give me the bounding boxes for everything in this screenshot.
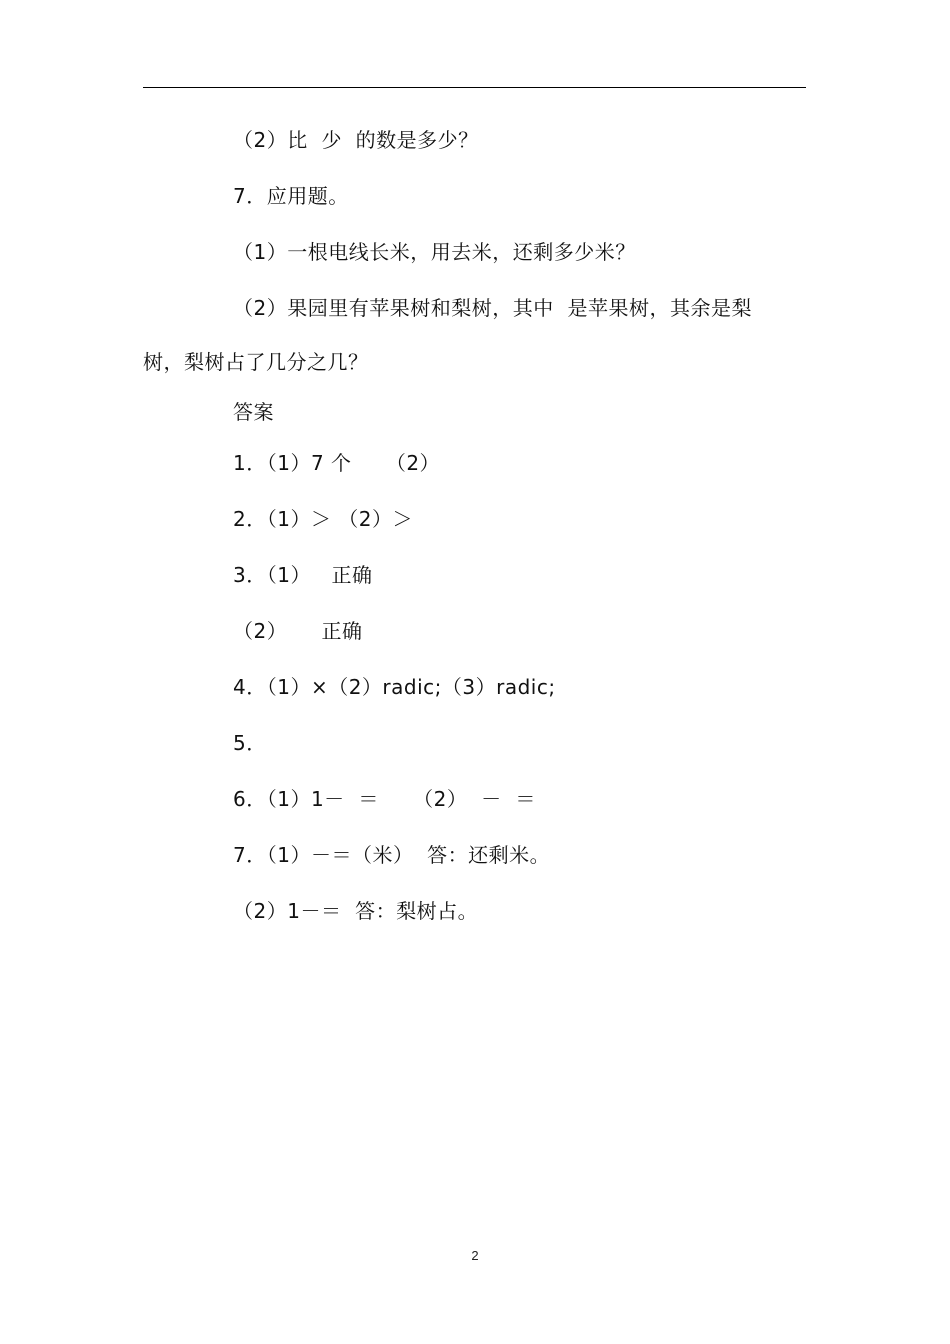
answer-3-part-1: 3．（1） 正确: [233, 563, 373, 587]
page-number: 2: [471, 1248, 479, 1263]
answer-2: 2．（1）＞ （2）＞: [233, 507, 414, 531]
question-6-part-2: （2）比 少 的数是多少？: [233, 128, 479, 152]
answer-1: 1．（1）7 个 （2）: [233, 451, 441, 475]
question-7-heading: 7．应用题。: [233, 184, 349, 208]
answer-7-part-2: （2）1－＝ 答：梨树占。: [233, 899, 479, 923]
answers-heading: 答案: [233, 400, 274, 424]
answer-7-part-1: 7．（1）－＝（米） 答：还剩米。: [233, 843, 551, 867]
header-rule: [143, 87, 806, 88]
answer-6: 6．（1）1－ ＝ （2） － ＝: [233, 787, 536, 811]
question-7-part-1: （1）一根电线长米，用去米，还剩多少米？: [233, 240, 636, 264]
answer-3-part-2: （2） 正确: [233, 619, 363, 643]
question-7-part-2: （2）果园里有苹果树和梨树，其中 是苹果树，其余是梨: [233, 296, 752, 320]
question-7-part-2-continued: 树，梨树占了几分之几？: [143, 350, 369, 374]
answer-5: 5．: [233, 731, 267, 755]
answer-4: 4．（1）×（2）radic;（3）radic;: [233, 675, 556, 699]
